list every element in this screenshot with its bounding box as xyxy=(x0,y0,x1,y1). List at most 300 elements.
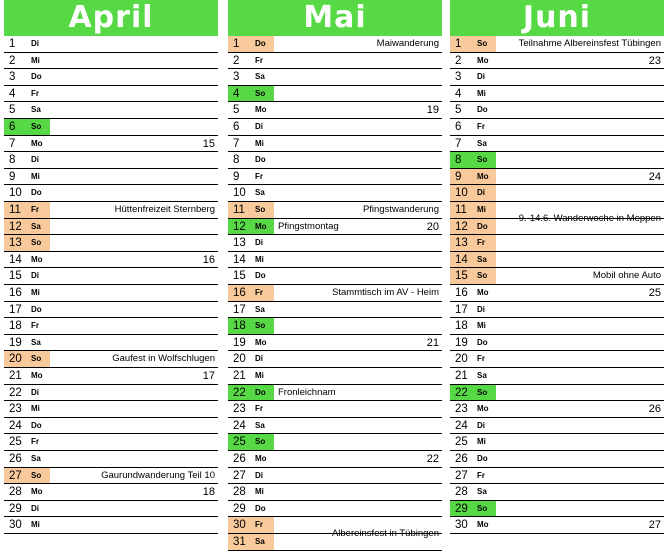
event-label: Hüttenfreizeit Sternberg xyxy=(114,204,215,215)
day-number: 8 xyxy=(233,154,240,167)
weekday-label: Do xyxy=(31,188,42,198)
day-row[interactable] xyxy=(450,285,664,302)
day-row[interactable] xyxy=(228,335,442,352)
weekday-label: So xyxy=(477,271,488,281)
day-number: 26 xyxy=(9,453,22,465)
day-row[interactable] xyxy=(4,368,218,385)
weekday-label: Mi xyxy=(31,520,40,530)
weekday-label: Mo xyxy=(477,288,489,297)
day-row[interactable] xyxy=(450,335,664,352)
weekday-label: Fr xyxy=(477,470,485,480)
weekday-label: Mo xyxy=(31,371,43,380)
day-row[interactable] xyxy=(450,302,664,319)
day-number: 7 xyxy=(455,137,462,150)
weekday-label: Di xyxy=(255,238,263,248)
day-row[interactable] xyxy=(450,235,664,252)
day-row[interactable] xyxy=(228,434,442,451)
weekday-label: Mi xyxy=(255,487,264,497)
day-number: 19 xyxy=(233,336,246,349)
day-number: 13 xyxy=(9,237,22,250)
day-number: 13 xyxy=(233,237,246,250)
day-row[interactable] xyxy=(450,517,664,534)
day-row[interactable] xyxy=(228,285,442,302)
day-row[interactable] xyxy=(4,136,218,153)
day-number: 15 xyxy=(455,270,468,283)
day-row[interactable] xyxy=(450,501,664,518)
day-row[interactable] xyxy=(450,102,664,119)
weekday-label: So xyxy=(31,238,42,248)
day-number: 4 xyxy=(9,87,16,100)
month-column-april xyxy=(4,0,218,553)
weekday-label: Di xyxy=(31,271,39,281)
day-row[interactable] xyxy=(228,152,442,169)
day-number: 8 xyxy=(455,154,462,167)
week-number: 18 xyxy=(202,486,215,499)
day-number: 23 xyxy=(455,403,468,416)
weekday-label: So xyxy=(477,503,488,513)
day-number: 16 xyxy=(455,287,468,299)
weekday-label: Sa xyxy=(477,138,487,148)
weekday-label: Mo xyxy=(31,487,43,497)
week-number: 25 xyxy=(648,287,661,299)
day-row[interactable] xyxy=(228,501,442,518)
day-number: 23 xyxy=(9,403,22,416)
month-column-juni xyxy=(450,0,664,553)
week-number: 24 xyxy=(648,170,661,183)
weekday-label: Sa xyxy=(477,254,487,264)
day-number: 24 xyxy=(233,419,246,432)
month-column-mai xyxy=(228,0,442,553)
day-row[interactable] xyxy=(4,335,218,352)
event-label: 9.-14.6. Wanderwoche in Meppen xyxy=(518,212,661,224)
day-row[interactable] xyxy=(4,318,218,335)
day-number: 27 xyxy=(9,469,22,482)
weekday-label: Mo xyxy=(255,105,267,115)
weekday-label: Do xyxy=(255,39,266,48)
day-number: 18 xyxy=(455,320,468,333)
day-row[interactable] xyxy=(228,318,442,335)
weekday-label: Fr xyxy=(255,288,263,297)
day-number: 5 xyxy=(233,104,240,117)
day-row[interactable] xyxy=(4,219,218,236)
weekday-label: Sa xyxy=(31,337,41,347)
weekday-label: Fr xyxy=(31,437,39,447)
weekday-label: Fr xyxy=(31,88,39,98)
day-row[interactable] xyxy=(228,235,442,252)
weekday-label: Mo xyxy=(477,171,489,181)
weekday-label: So xyxy=(255,88,266,98)
day-row[interactable] xyxy=(450,252,664,269)
day-row[interactable] xyxy=(4,169,218,186)
day-row[interactable] xyxy=(450,268,664,285)
day-row[interactable] xyxy=(450,136,664,153)
day-row[interactable] xyxy=(4,36,218,53)
day-number: 29 xyxy=(9,502,22,515)
day-row[interactable] xyxy=(4,451,218,468)
day-row[interactable] xyxy=(450,385,664,402)
day-number: 1 xyxy=(233,38,240,50)
day-number: 26 xyxy=(233,453,246,465)
day-number: 27 xyxy=(455,469,468,482)
day-number: 15 xyxy=(233,270,246,283)
day-number: 21 xyxy=(455,370,468,382)
day-row[interactable] xyxy=(228,451,442,468)
day-row[interactable] xyxy=(4,202,218,219)
day-number: 2 xyxy=(233,54,240,67)
weekday-label: So xyxy=(31,470,42,480)
day-number: 9 xyxy=(9,170,16,183)
week-number: 22 xyxy=(426,453,439,465)
day-row[interactable] xyxy=(450,468,664,485)
day-number: 11 xyxy=(233,204,245,216)
week-number: 20 xyxy=(426,220,439,233)
week-number: 26 xyxy=(648,403,661,416)
weekday-label: Di xyxy=(255,470,263,480)
weekday-label: Mi xyxy=(255,138,264,148)
weekday-label: Fr xyxy=(31,205,39,214)
day-number: 29 xyxy=(233,502,246,515)
day-number: 30 xyxy=(9,519,22,532)
event-label: Albereinsfest in Tübingen xyxy=(331,528,439,539)
day-row[interactable] xyxy=(4,119,218,136)
day-number: 7 xyxy=(233,137,240,150)
day-number: 30 xyxy=(455,519,468,532)
weekday-label: Mo xyxy=(255,337,267,347)
weekday-label: Fr xyxy=(31,321,39,331)
day-number: 21 xyxy=(9,370,22,382)
day-number: 5 xyxy=(9,104,16,117)
weekday-label: Mo xyxy=(31,138,43,148)
weekday-label: Sa xyxy=(255,188,265,198)
day-row[interactable] xyxy=(228,102,442,119)
day-row[interactable] xyxy=(450,451,664,468)
day-row[interactable] xyxy=(450,53,664,70)
day-number: 24 xyxy=(9,419,22,432)
weekday-label: Mo xyxy=(255,454,267,463)
weekday-label: Do xyxy=(477,454,488,463)
day-number: 4 xyxy=(455,87,462,100)
weekday-label: Mi xyxy=(477,437,486,447)
event-label: Mobil ohne Auto xyxy=(592,270,661,282)
weekday-label: So xyxy=(255,437,266,447)
day-number: 25 xyxy=(455,436,468,449)
weekday-label: So xyxy=(477,39,488,48)
day-row[interactable] xyxy=(4,252,218,269)
weekday-label: Fr xyxy=(255,520,263,530)
weekday-label: Di xyxy=(477,188,485,198)
weekday-label: Mo xyxy=(477,520,489,530)
day-number: 6 xyxy=(9,121,16,133)
day-row[interactable] xyxy=(228,202,442,219)
day-number: 9 xyxy=(455,170,462,183)
day-number: 3 xyxy=(233,71,240,84)
day-row[interactable] xyxy=(228,86,442,103)
weekday-label: Fr xyxy=(477,354,485,364)
month-header: Juni xyxy=(450,0,664,36)
weekday-label: Sa xyxy=(255,420,265,430)
weekday-label: Fr xyxy=(255,55,263,65)
week-number: 15 xyxy=(202,137,215,150)
day-number: 5 xyxy=(455,104,462,117)
day-number: 15 xyxy=(9,270,22,283)
weekday-label: So xyxy=(31,122,42,131)
day-row[interactable] xyxy=(4,302,218,319)
event-label: Stammtisch im AV - Heim xyxy=(332,287,439,298)
weekday-label: Mi xyxy=(31,171,40,181)
day-number: 22 xyxy=(9,386,22,399)
day-number: 6 xyxy=(455,121,462,133)
weekday-label: Di xyxy=(477,420,485,430)
week-number: 23 xyxy=(648,54,661,67)
day-number: 20 xyxy=(233,353,246,366)
day-row[interactable] xyxy=(4,434,218,451)
day-number: 20 xyxy=(9,353,22,366)
day-row[interactable] xyxy=(228,185,442,202)
day-number: 28 xyxy=(455,486,468,499)
day-row[interactable] xyxy=(4,285,218,302)
day-row[interactable] xyxy=(228,36,442,53)
day-row[interactable] xyxy=(450,368,664,385)
weekday-label: Do xyxy=(255,503,266,513)
day-number: 23 xyxy=(233,403,246,416)
day-number: 24 xyxy=(455,419,468,432)
day-row[interactable] xyxy=(228,219,442,236)
day-row[interactable] xyxy=(228,351,442,368)
weekday-label: Sa xyxy=(31,454,41,463)
day-row[interactable] xyxy=(450,318,664,335)
day-row[interactable] xyxy=(228,468,442,485)
day-number: 8 xyxy=(9,154,16,167)
day-number: 14 xyxy=(233,253,246,266)
event-label: Fronleichnam xyxy=(278,386,336,398)
day-number: 25 xyxy=(233,436,246,449)
day-row[interactable] xyxy=(450,484,664,501)
weekday-label: Mi xyxy=(477,321,486,331)
day-row[interactable] xyxy=(450,169,664,186)
day-number: 14 xyxy=(455,253,468,266)
weekday-label: Sa xyxy=(31,105,41,115)
weekday-label: Mi xyxy=(31,55,40,65)
day-row[interactable] xyxy=(4,268,218,285)
weekday-label: Di xyxy=(255,354,263,364)
weekday-label: So xyxy=(31,354,42,364)
day-number: 27 xyxy=(233,469,246,482)
day-number: 1 xyxy=(455,38,462,50)
day-number: 4 xyxy=(233,87,240,100)
day-number: 16 xyxy=(9,287,22,299)
weekday-label: Di xyxy=(31,39,39,48)
day-row[interactable] xyxy=(4,53,218,70)
day-row[interactable] xyxy=(228,252,442,269)
day-number: 10 xyxy=(9,187,22,200)
day-number: 18 xyxy=(233,320,246,333)
weekday-label: Sa xyxy=(477,371,487,380)
day-row[interactable] xyxy=(228,169,442,186)
weekday-label: Do xyxy=(31,420,42,430)
weekday-label: Do xyxy=(477,221,488,231)
event-label: Gaurundwanderung Teil 10 xyxy=(101,469,215,481)
weekday-label: Di xyxy=(477,72,485,82)
weekday-label: Di xyxy=(477,304,485,314)
day-row[interactable] xyxy=(4,86,218,103)
weekday-label: Mi xyxy=(477,88,486,98)
weekday-label: Fr xyxy=(477,122,485,131)
day-number: 6 xyxy=(233,121,240,133)
weekday-label: Di xyxy=(31,155,39,165)
weekday-label: Fr xyxy=(255,171,263,181)
event-label: Gaufest in Wolfschlugen xyxy=(112,353,215,365)
day-number: 3 xyxy=(455,71,462,84)
weekday-label: Mi xyxy=(255,254,264,264)
weekday-label: Mo xyxy=(31,254,43,264)
weekday-label: So xyxy=(477,387,488,397)
day-row[interactable] xyxy=(450,86,664,103)
day-number: 19 xyxy=(9,336,22,349)
weekday-label: Do xyxy=(255,271,266,281)
weekday-label: Mo xyxy=(255,221,267,231)
weekday-label: Di xyxy=(31,387,39,397)
weekday-label: Sa xyxy=(255,304,265,314)
weekday-label: Sa xyxy=(255,72,265,82)
weekday-label: Mo xyxy=(477,55,489,65)
day-number: 9 xyxy=(233,170,240,183)
day-number: 19 xyxy=(455,336,468,349)
day-row[interactable] xyxy=(228,268,442,285)
day-row[interactable] xyxy=(228,368,442,385)
day-row[interactable] xyxy=(228,302,442,319)
day-number: 12 xyxy=(233,220,246,233)
day-row[interactable] xyxy=(228,69,442,86)
weekday-label: Do xyxy=(31,72,42,82)
day-row[interactable] xyxy=(228,401,442,418)
day-row[interactable] xyxy=(450,36,664,53)
day-row[interactable] xyxy=(4,484,218,501)
weekday-label: Mi xyxy=(31,404,40,414)
day-row[interactable] xyxy=(4,418,218,435)
day-number: 20 xyxy=(455,353,468,366)
week-number: 27 xyxy=(648,519,661,532)
event-label: Pfingstmontag xyxy=(278,220,339,232)
day-row[interactable] xyxy=(450,69,664,86)
day-row[interactable] xyxy=(450,351,664,368)
day-number: 17 xyxy=(233,303,246,316)
weekday-label: Sa xyxy=(31,221,41,231)
day-row[interactable] xyxy=(4,185,218,202)
day-number: 17 xyxy=(455,303,468,316)
day-number: 14 xyxy=(9,253,22,266)
day-number: 3 xyxy=(9,71,16,84)
week-number: 19 xyxy=(426,104,439,117)
day-row[interactable] xyxy=(4,385,218,402)
day-number: 7 xyxy=(9,137,16,150)
weekday-label: Do xyxy=(255,387,266,397)
weekday-label: Mi xyxy=(255,371,264,380)
weekday-label: Do xyxy=(477,337,488,347)
day-row[interactable] xyxy=(450,119,664,136)
day-number: 22 xyxy=(455,386,468,399)
day-number: 13 xyxy=(455,237,468,250)
day-number: 17 xyxy=(9,303,22,316)
weekday-label: So xyxy=(255,321,266,331)
weekday-label: So xyxy=(255,205,266,214)
day-number: 11 xyxy=(455,204,467,216)
day-row[interactable] xyxy=(228,385,442,402)
weekday-label: Mi xyxy=(477,205,486,214)
weekday-label: Sa xyxy=(477,487,487,497)
day-number: 1 xyxy=(9,38,16,50)
day-row[interactable] xyxy=(4,69,218,86)
weekday-label: Do xyxy=(31,304,42,314)
day-row[interactable] xyxy=(4,102,218,119)
day-row[interactable] xyxy=(228,119,442,136)
day-number: 2 xyxy=(455,54,462,67)
weekday-label: Do xyxy=(255,155,266,165)
day-row[interactable] xyxy=(450,418,664,435)
day-row[interactable] xyxy=(4,152,218,169)
day-row[interactable] xyxy=(228,136,442,153)
day-row[interactable] xyxy=(4,351,218,368)
month-header: Mai xyxy=(228,0,442,36)
day-row[interactable] xyxy=(228,418,442,435)
day-row[interactable] xyxy=(4,468,218,485)
event-label: Maiwanderung xyxy=(376,38,439,49)
day-row[interactable] xyxy=(4,401,218,418)
day-number: 31 xyxy=(233,536,246,548)
day-number: 29 xyxy=(455,502,468,515)
weekday-label: Di xyxy=(31,503,39,513)
day-number: 12 xyxy=(9,220,22,233)
day-row[interactable] xyxy=(450,152,664,169)
day-row[interactable] xyxy=(450,185,664,202)
weekday-label: Di xyxy=(255,122,263,131)
weekday-label: Mi xyxy=(31,288,40,297)
day-row[interactable] xyxy=(450,401,664,418)
day-row[interactable] xyxy=(4,235,218,252)
day-number: 16 xyxy=(233,287,246,299)
day-number: 21 xyxy=(233,370,246,382)
day-number: 28 xyxy=(233,486,246,499)
day-number: 10 xyxy=(455,187,468,200)
day-row[interactable] xyxy=(4,517,218,534)
day-number: 25 xyxy=(9,436,22,449)
event-label: Pfingstwanderung xyxy=(362,204,439,215)
day-number: 26 xyxy=(455,453,468,465)
event-label: Teilnahme Albereinsfest Tübingen xyxy=(518,38,661,49)
weekday-label: Sa xyxy=(255,537,265,546)
weekday-label: Fr xyxy=(255,404,263,414)
day-number: 28 xyxy=(9,486,22,499)
week-number: 16 xyxy=(202,253,215,266)
weekday-label: So xyxy=(477,155,488,165)
weekday-label: Fr xyxy=(477,238,485,248)
day-row[interactable] xyxy=(4,501,218,518)
week-number: 21 xyxy=(426,336,439,349)
day-number: 2 xyxy=(9,54,16,67)
day-number: 30 xyxy=(233,519,246,532)
day-row[interactable] xyxy=(450,434,664,451)
day-number: 10 xyxy=(233,187,246,200)
day-row[interactable] xyxy=(228,484,442,501)
day-number: 22 xyxy=(233,386,246,399)
day-number: 11 xyxy=(9,204,21,216)
day-number: 12 xyxy=(455,220,468,233)
weekday-label: Do xyxy=(477,105,488,115)
day-number: 18 xyxy=(9,320,22,333)
day-row[interactable] xyxy=(228,53,442,70)
weekday-label: Mo xyxy=(477,404,489,414)
month-header: April xyxy=(4,0,218,36)
week-number: 17 xyxy=(202,370,215,382)
